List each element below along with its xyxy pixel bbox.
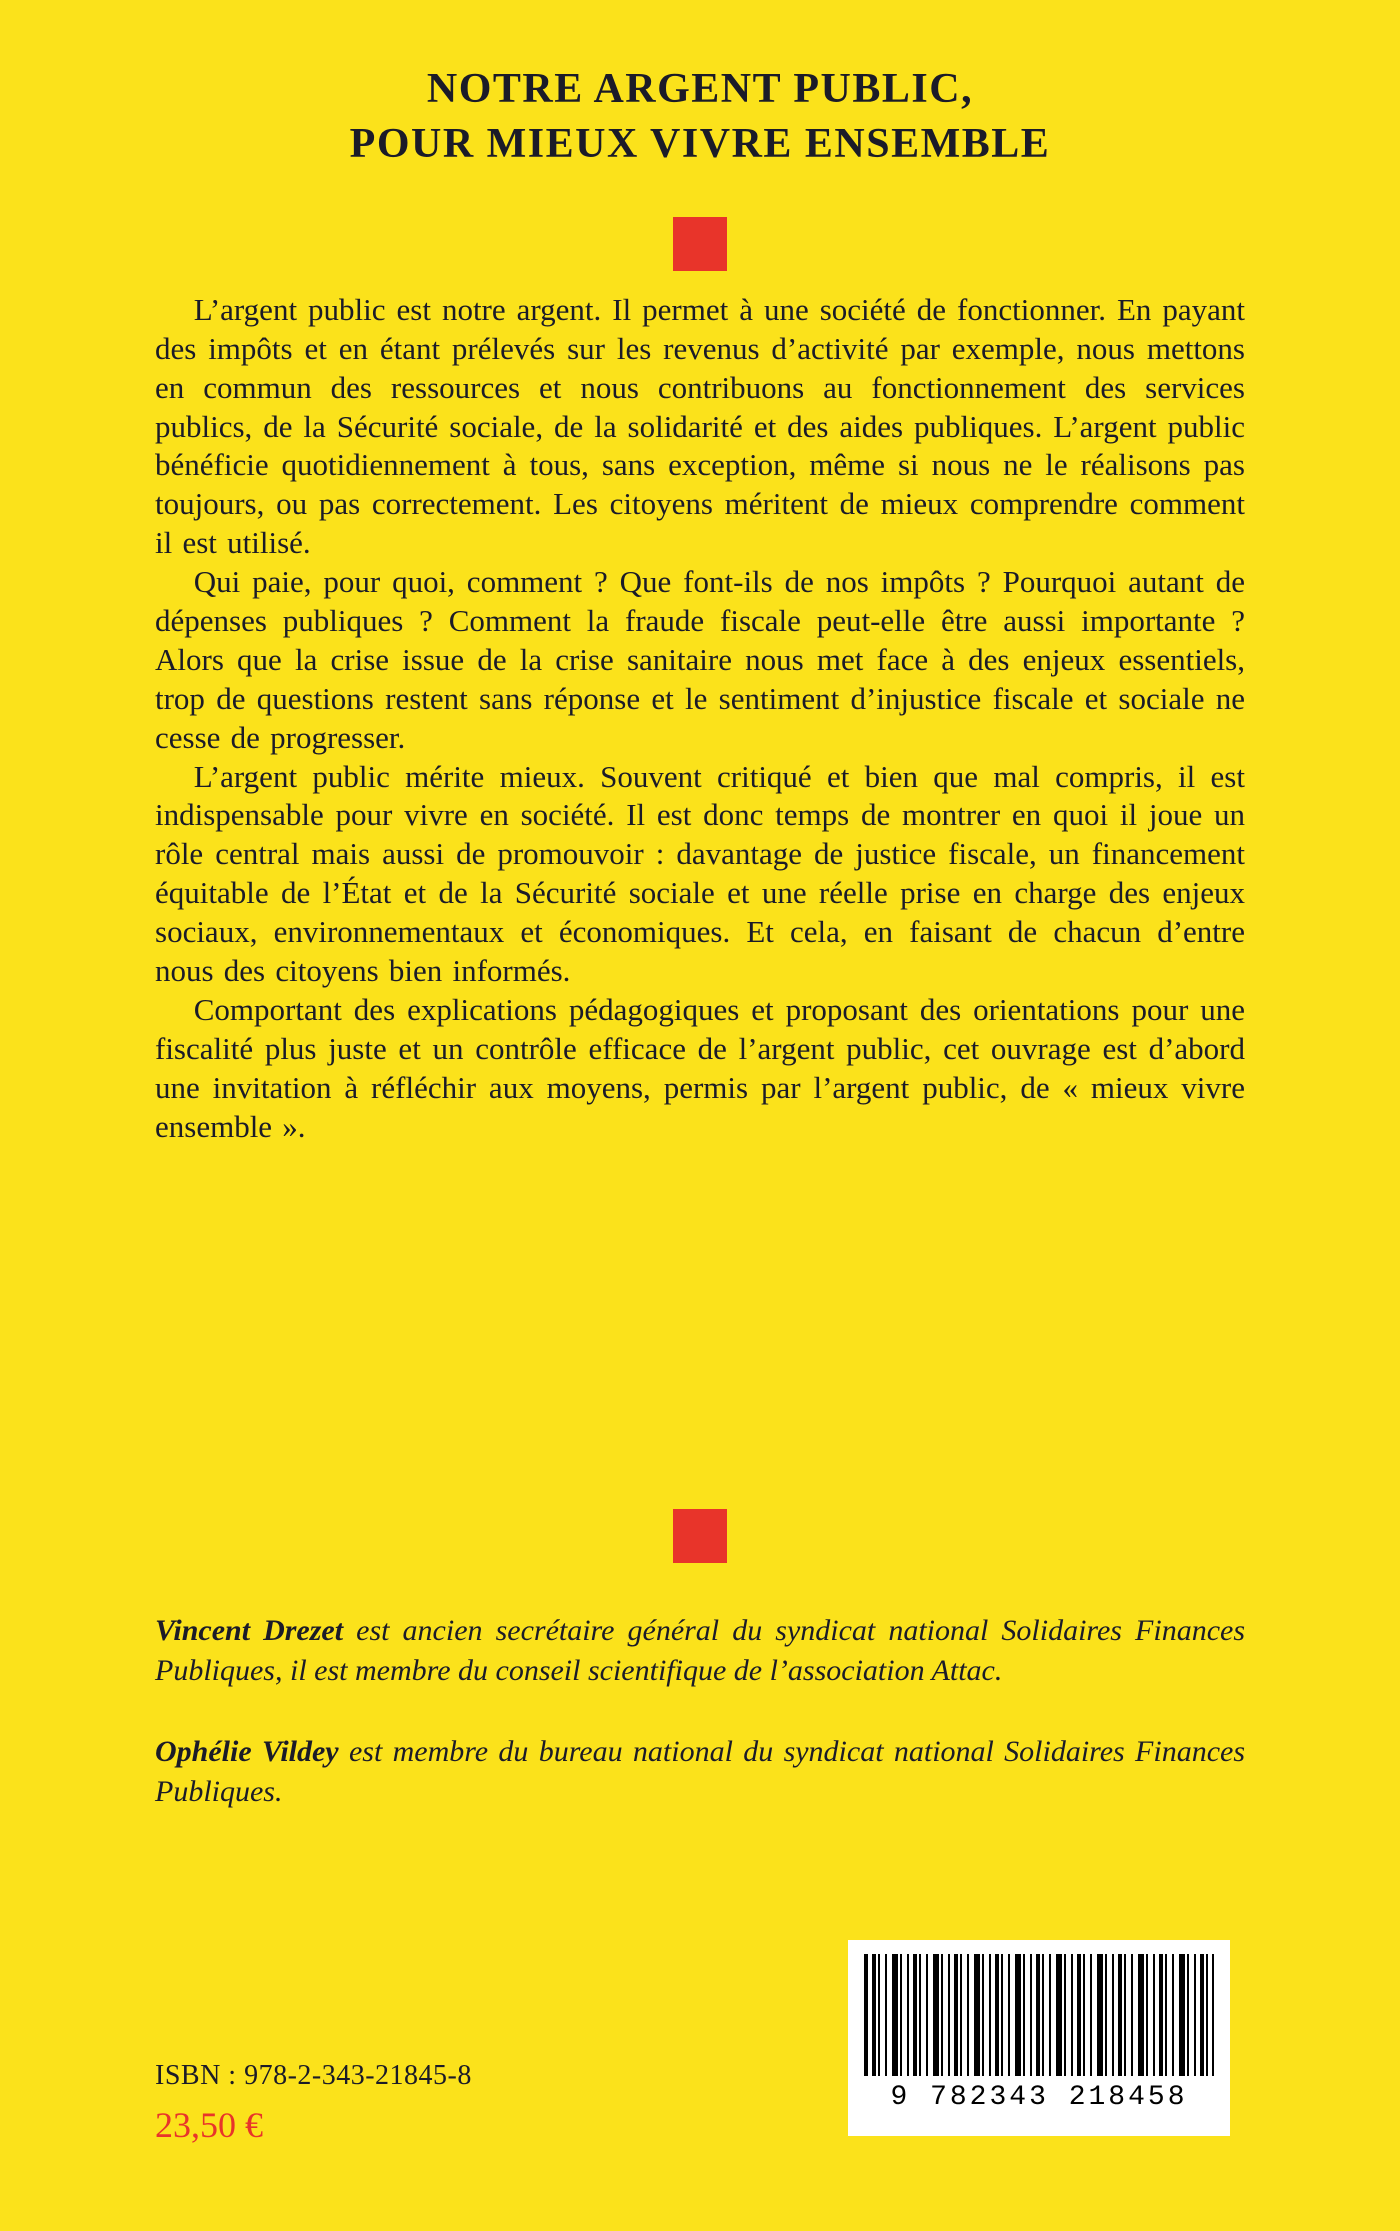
author-bios <box>155 1611 1245 1813</box>
author-name: Vincent Drezet <box>155 1613 344 1647</box>
barcode-bars <box>864 1954 1214 2076</box>
isbn-label: ISBN : 978-2-343-21845-8 <box>155 2060 472 2091</box>
bio-text: est ancien secrétaire général du syndicat national Solidaires Finances Publiques, il est membre du conseil scientifique de l’association Attac. <box>155 1613 1245 1688</box>
author-bio <box>155 1611 1245 1692</box>
body-paragraph: L’argent public est notre argent. Il permet à une société de fonctionner. En payant des impôts et en étant prélevés sur les revenus d’activité par exemple, nous mettons en commun des ressources et nous contribuons au fonctionnement des services publics, de la Sécurité sociale, de la solidarité et des aides publiques. L’argent public bénéficie quotidiennement à tous, sans exception, même si nous ne le réalisons pas toujours, ou pas correctement. Les citoyens méritent de mieux comprendre comment il est utilisé. <box>155 291 1245 561</box>
title-line-1: NOTRE ARGENT PUBLIC, <box>426 66 974 112</box>
red-square-ornament-bottom <box>673 1509 727 1563</box>
author-name: Ophélie Vildey <box>155 1734 339 1768</box>
barcode-number: 9 782343 218458 <box>890 2082 1188 2113</box>
back-cover-text <box>155 291 1245 1487</box>
body-paragraph: Qui paie, pour quoi, comment ? Que font-ils de nos impôts ? Pourquoi autant de dépenses publiques ? Comment la fraude fiscale peut-elle être aussi importante ? Alors que la crise issue de la crise sanitaire nous met face à des enjeux essentiels, trop de questions restent sans réponse et le sentiment d’injustice fiscale et sociale ne cesse de progresser. <box>155 564 1245 755</box>
red-square-ornament-top <box>673 217 727 271</box>
cover-content <box>0 62 1400 1813</box>
body-paragraph: L’argent public mérite mieux. Souvent critiqué et bien que mal compris, il est indispensable pour vivre en société. Il est donc temps de montrer en quoi il joue un rôle central mais aussi de promouvoir : davantage de justice fiscale, un financement équitable de l’État et de la Sécurité sociale et une réelle prise en charge des enjeux sociaux, environnementaux et économiques. Et cela, en faisant de chacun d’entre nous des citoyens bien informés. <box>155 758 1245 989</box>
author-bio <box>155 1732 1245 1813</box>
body-paragraph: Comportant des explications pédagogiques et proposant des orientations pour une fiscalité plus juste et un contrôle efficace de l’argent public, cet ouvrage est d’abord une invitation à réfléchir aux moyens, permis par l’argent public, de « mieux vivre ensemble ». <box>155 991 1245 1144</box>
price-label: 23,50 € <box>155 2105 263 2145</box>
title-line-2: POUR MIEUX VIVRE ENSEMBLE <box>349 121 1051 168</box>
bio-text: est membre du bureau national du syndicat national Solidaires Finances Publiques. <box>155 1734 1246 1809</box>
page-title <box>155 62 1245 173</box>
barcode <box>848 1940 1230 2136</box>
